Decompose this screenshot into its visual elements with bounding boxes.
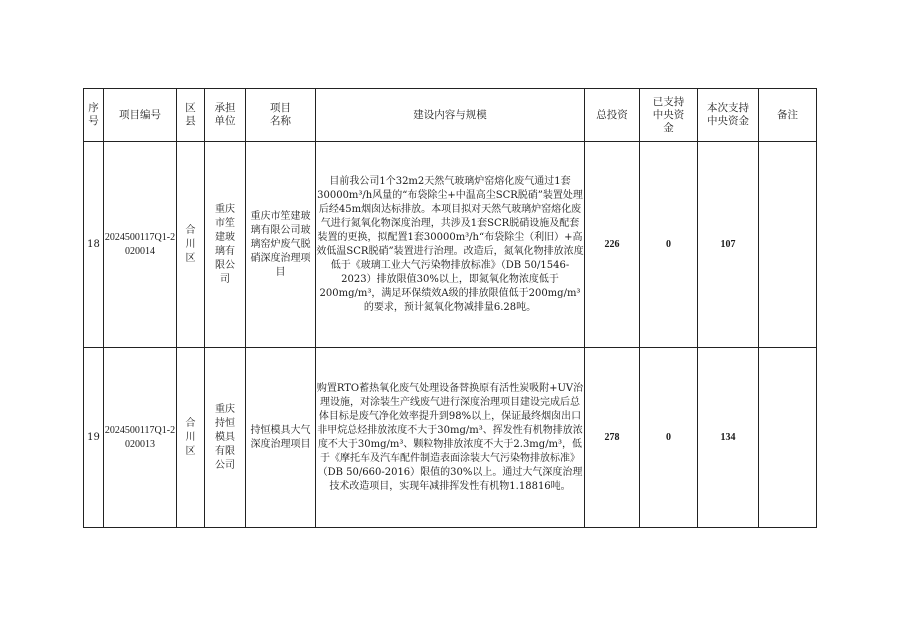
project-table <box>83 88 817 528</box>
header-current-funds: 本次支持中央资金 <box>698 89 759 142</box>
cell-project-code: 2024500117Q1-2020014 <box>104 142 177 348</box>
cell-content: 目前我公司1个32m2天然气玻璃炉窑熔化废气通过1套30000m³/h风量的“布袋除尘+中温高尘SCR脱硝”装置处理后经45m烟囱达标排放。本项目拟对天然气玻璃炉窑熔化废气进行氮氧化物深度治理，共涉及1套SCR脱硝设施及配套装置的更换，拟配置1套30000m³/h“布袋除尘（利旧）+高效低温SCR脱硝”装置进行治理。改造后，氮氧化物排放浓度低于《玻璃工业大气污染物排放标准》（DB 50/1546-2023）排放限值30%以上，即氮氧化物浓度低于200mg/m³，满足环保绩效A级的排放限值低于200mg/m³的要求，预计氮氧化物减排量6.28吨。 <box>316 142 585 348</box>
cell-supported-funds: 0 <box>640 348 698 528</box>
cell-supported-funds: 0 <box>640 142 698 348</box>
cell-total-investment: 278 <box>585 348 640 528</box>
cell-district: 合川区 <box>177 142 205 348</box>
cell-remarks <box>759 348 817 528</box>
header-project-name: 项目名称 <box>246 89 316 142</box>
cell-unit: 重庆市笙建玻璃有限公司 <box>205 142 246 348</box>
header-project-code: 项目编号 <box>104 89 177 142</box>
header-seq: 序号 <box>84 89 104 142</box>
table-header-row <box>84 89 817 142</box>
cell-seq: 18 <box>84 142 104 348</box>
header-unit: 承担单位 <box>205 89 246 142</box>
cell-content: 购置RTO蓄热氧化废气处理设备替换原有活性炭吸附+UV治理设施，对涂装生产线废气进行深度治理项目建设完成后总体目标是废气净化效率提升到98%以上，保证最终烟囱出口非甲烷总烃排放浓度不大于30mg/m³、挥发性有机物排放浓度不大于30mg/m³、颗粒物排放浓度不大于2.3mg/m³，低于《摩托车及汽车配件制造表面涂装大气污染物排放标准》（DB 50/660-2016）限值的30%以上。通过大气深度治理技术改造项目，实现年减排挥发性有机物1.18816吨。 <box>316 348 585 528</box>
header-supported-funds: 已支持中央资金 <box>640 89 698 142</box>
cell-project-code: 2024500117Q1-2020013 <box>104 348 177 528</box>
header-total-investment: 总投资 <box>585 89 640 142</box>
table-row <box>84 348 817 528</box>
cell-unit: 重庆持恒模具有限公司 <box>205 348 246 528</box>
cell-district: 合川区 <box>177 348 205 528</box>
cell-project-name: 重庆市笙建玻璃有限公司玻璃窑炉废气脱硝深度治理项目 <box>246 142 316 348</box>
cell-current-funds: 134 <box>698 348 759 528</box>
header-remarks: 备注 <box>759 89 817 142</box>
header-district: 区县 <box>177 89 205 142</box>
cell-remarks <box>759 142 817 348</box>
cell-seq: 19 <box>84 348 104 528</box>
cell-project-name: 持恒模具大气深度治理项目 <box>246 348 316 528</box>
header-content: 建设内容与规模 <box>316 89 585 142</box>
cell-current-funds: 107 <box>698 142 759 348</box>
table-row <box>84 142 817 348</box>
cell-total-investment: 226 <box>585 142 640 348</box>
